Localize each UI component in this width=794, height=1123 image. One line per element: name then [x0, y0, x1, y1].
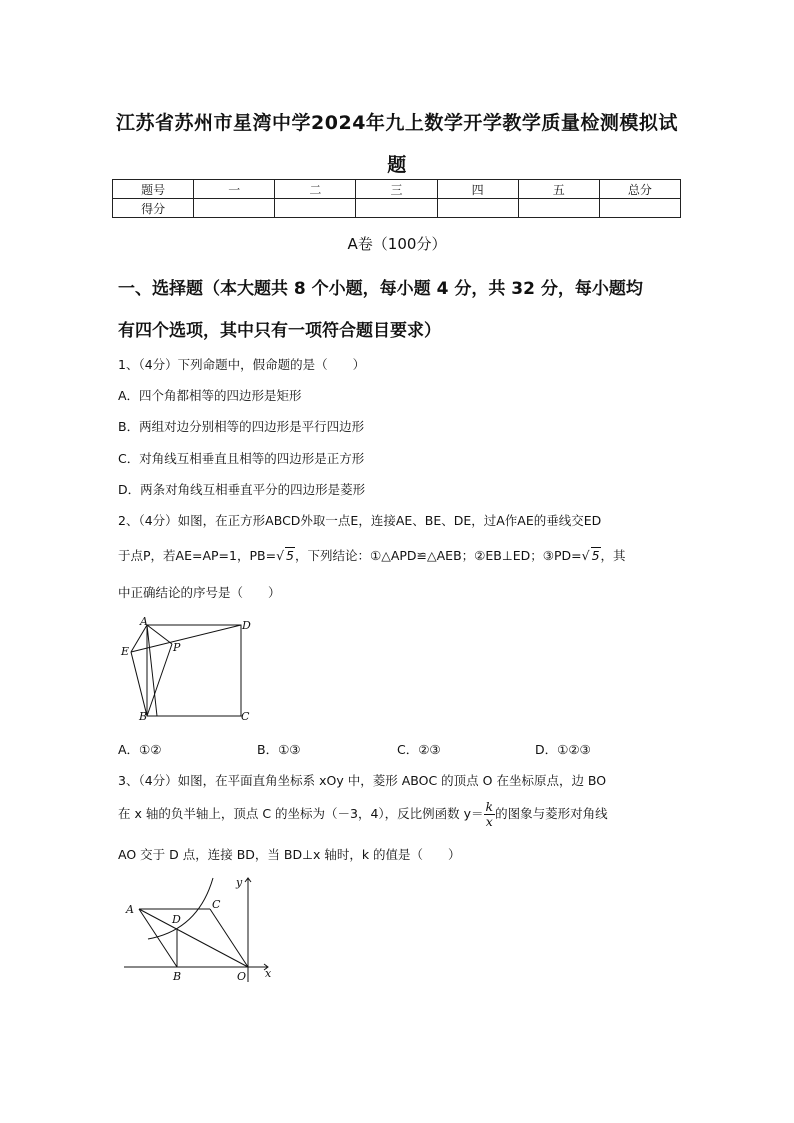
- segment-eb: [131, 652, 147, 716]
- sqrt-sign: √: [276, 548, 285, 563]
- figure-label: D: [242, 619, 251, 632]
- figure-label: A: [126, 903, 134, 916]
- question-2-text: ，下列结论：①△APD≌△AEB；②EB⊥ED；③PD=: [295, 548, 582, 563]
- question-3-line-2: [118, 800, 608, 829]
- square-abcd: [147, 625, 241, 716]
- table-cell: 得分: [113, 199, 194, 218]
- figure-label: C: [212, 898, 221, 911]
- figure-label: B: [139, 710, 148, 723]
- sqrt-value: 5: [591, 548, 600, 563]
- section-heading-continued: 有四个选项，其中只有一项符合题目要求）: [118, 321, 441, 341]
- fraction-k-over-x: $\frac{k}{x}$: [485, 799, 494, 829]
- question-3-line-3: AO 交于 D 点，连接 BD，当 BD⊥x 轴时，k 的值是（ ）: [118, 847, 461, 862]
- question-1-stem: 1、（4分）下列命题中，假命题的是（ ）: [118, 357, 366, 372]
- page-title-continued: 题: [387, 154, 407, 176]
- table-cell: 三: [356, 180, 437, 199]
- score-table-header-row: [113, 180, 681, 199]
- figure-label: C: [241, 710, 250, 723]
- question-3-line-1: 3、（4分）如图，在平面直角坐标系 xOy 中，菱形 ABOC 的顶点 O 在坐标原点，边 BO: [118, 773, 607, 788]
- figure-label: E: [121, 645, 130, 658]
- volume-heading: A卷（100分）: [347, 235, 447, 253]
- question-2-line-2: [118, 546, 626, 564]
- table-cell: [518, 199, 599, 218]
- figure-label: O: [237, 970, 247, 983]
- question-1-option-b: B．两组对边分别相等的四边形是平行四边形: [118, 419, 365, 434]
- question-1-option-c: C．对角线互相垂直且相等的四边形是正方形: [118, 451, 365, 466]
- figure-label: y: [236, 876, 243, 889]
- question-2-option-b: B．①③: [257, 742, 301, 757]
- question-1-option-a: A．四个角都相等的四边形是矩形: [118, 388, 302, 403]
- sqrt-sign: √: [581, 548, 590, 563]
- page-title: 江苏省苏州市星湾中学2024年九上数学开学教学质量检测模拟试: [116, 112, 678, 134]
- question-2-figure: [115, 615, 260, 730]
- question-3-figure: [118, 870, 283, 985]
- score-table-score-row: [113, 199, 681, 218]
- table-cell: 五: [518, 180, 599, 199]
- table-cell: [599, 199, 680, 218]
- table-cell: [194, 199, 275, 218]
- question-2-line-1: 2、（4分）如图，在正方形ABCD外取一点E，连接AE、BE、DE，过A作AE的垂线交ED: [118, 513, 602, 528]
- figure-label: A: [140, 615, 148, 628]
- table-cell: 四: [437, 180, 518, 199]
- segment-ap: [147, 625, 172, 644]
- figure-label: P: [173, 641, 181, 654]
- table-cell: 题号: [113, 180, 194, 199]
- question-2-text: ，其: [600, 548, 626, 563]
- table-cell: [275, 199, 356, 218]
- figure-label: B: [173, 970, 182, 983]
- question-2-option-c: C．②③: [397, 742, 441, 757]
- diagonal-ao: [139, 909, 248, 967]
- segment-ae: [131, 625, 147, 652]
- section-heading: 一、选择题（本大题共 8 个小题，每小题 4 分，共 32 分，每小题均: [118, 279, 643, 299]
- figure-label: D: [172, 913, 181, 926]
- table-cell: 二: [275, 180, 356, 199]
- question-3-text: 在 x 轴的负半轴上，顶点 C 的坐标为（－3，4），反比例函数 y＝: [118, 806, 484, 821]
- table-cell: 总分: [599, 180, 680, 199]
- table-cell: [356, 199, 437, 218]
- question-2-text: 于点P，若AE=AP=1，PB=: [118, 548, 277, 563]
- table-cell: [437, 199, 518, 218]
- question-1-option-d: D．两条对角线互相垂直平分的四边形是菱形: [118, 482, 366, 497]
- table-cell: 一: [194, 180, 275, 199]
- question-2-option-d: D．①②③: [535, 742, 591, 757]
- question-2-line-3: 中正确结论的序号是（ ）: [118, 585, 281, 600]
- figure-label: x: [265, 967, 272, 980]
- question-3-text: 的图象与菱形对角线: [495, 806, 608, 821]
- question-2-option-a: A．①②: [118, 742, 162, 757]
- sqrt-value: 5: [286, 548, 294, 563]
- score-table: [112, 179, 681, 218]
- segment-co: [210, 909, 248, 967]
